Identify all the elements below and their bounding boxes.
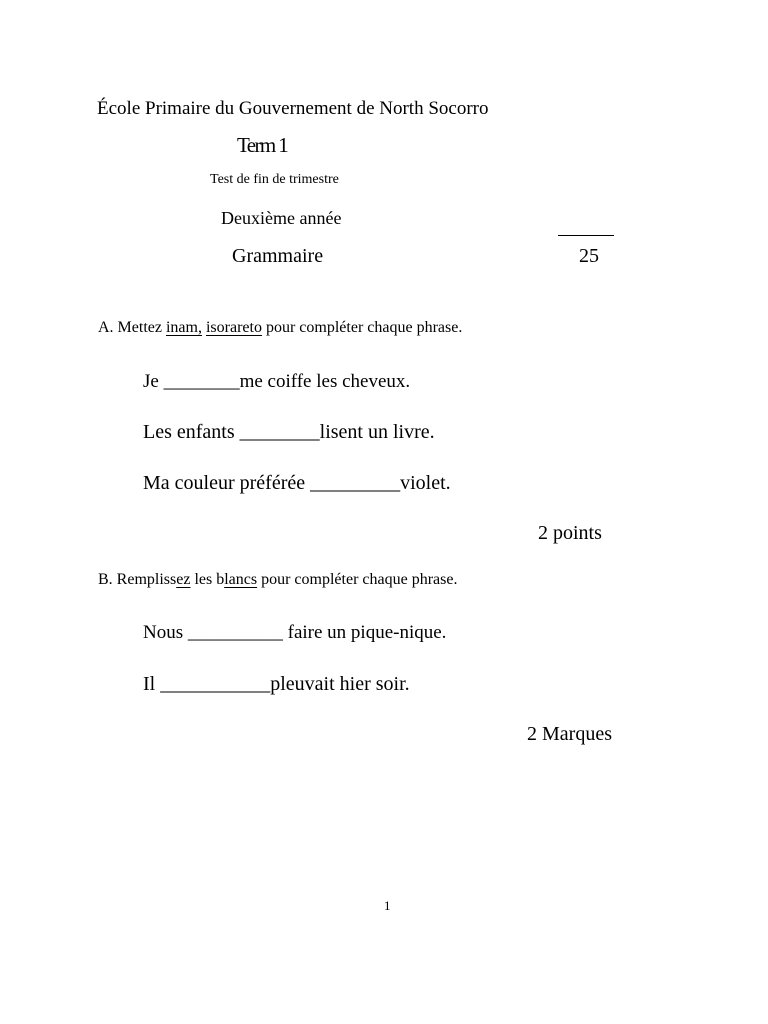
section-b-word-mid: les b	[190, 571, 225, 588]
page-number: 1	[384, 898, 391, 913]
section-a-points: 2 points	[538, 522, 602, 544]
section-a-sentence-2: Les enfants ________lisent un livre.	[143, 421, 435, 443]
section-b-instruction-suffix: pour compléter chaque phrase.	[257, 571, 458, 588]
term-label: Term 1	[237, 133, 288, 157]
section-b-instruction	[98, 572, 457, 588]
test-title: Test de fin de trimestre	[210, 172, 339, 187]
section-a-word-1: inam,	[165, 319, 202, 336]
section-b-word-1: ez	[176, 571, 191, 588]
section-a-instruction-suffix: pour compléter chaque phrase.	[261, 319, 463, 336]
subject-title: Grammaire	[232, 245, 324, 267]
section-a-instruction-prefix: A. Mettez	[98, 319, 166, 336]
section-b-sentence-2: Il ___________pleuvait hier soir.	[143, 673, 410, 695]
section-b-instruction-prefix: B. Rempliss	[98, 571, 177, 588]
section-a-sentence-1: Je ________me coiffe les cheveux.	[143, 371, 411, 392]
total-score: 25	[579, 245, 599, 267]
school-name: École Primaire du Gouvernement de North Socorro	[97, 98, 489, 119]
section-b-word-2: lancs	[224, 571, 258, 588]
grade-year: Deuxième année	[221, 208, 342, 228]
score-blank-line	[558, 235, 614, 236]
section-a-sentence-3: Ma couleur préférée _________violet.	[143, 472, 451, 494]
section-b-sentence-1: Nous __________ faire un pique-nique.	[143, 622, 447, 643]
section-b-points: 2 Marques	[527, 723, 612, 745]
section-a-instruction	[98, 320, 462, 336]
section-a-word-2: isorareto	[205, 319, 262, 336]
